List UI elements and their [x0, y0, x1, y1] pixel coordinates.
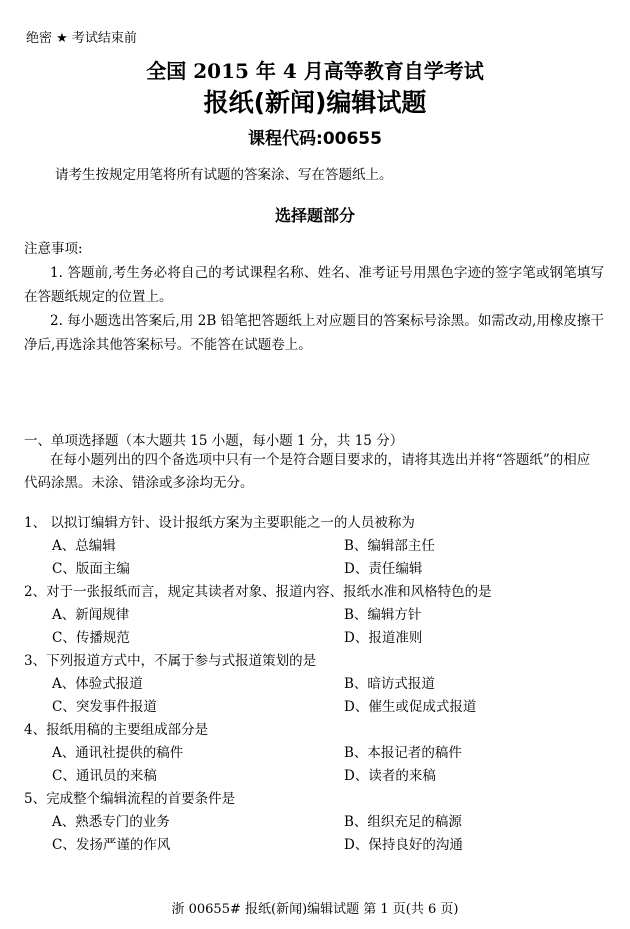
note-item: 1. 答题前,考生务必将自己的考试课程名称、姓名、准考证号用黑色字迹的签字笔或钢笔填写在答题纸规定的位置上。: [24, 265, 604, 305]
option-a: A、总编辑: [52, 538, 116, 554]
option-d: D、保持良好的沟通: [344, 837, 463, 853]
notes-heading: 注意事项:: [24, 241, 83, 257]
option-b: B、编辑部主任: [344, 538, 435, 554]
question-stem: 4、报纸用稿的主要组成部分是: [24, 722, 209, 738]
question-stem: 5、完成整个编辑流程的首要条件是: [24, 791, 236, 807]
section-title: 选择题部分: [274, 206, 355, 225]
option-c: C、发扬严谨的作风: [52, 837, 171, 853]
option-c: C、突发事件报道: [52, 699, 157, 715]
note-item: 2. 每小题选出答案后,用 2B 铅笔把答题纸上对应题目的答案标号涂黑。如需改动,用橡皮擦干净后,再选涂其他答案标号。不能答在试题卷上。: [24, 313, 604, 353]
question-options: [24, 811, 604, 857]
question-stem: 2、对于一张报纸而言，规定其读者对象、报道内容、报纸水准和风格特色的是: [24, 584, 492, 600]
question-options: [24, 604, 604, 650]
paper-title: 报纸(新闻)编辑试题: [203, 88, 427, 117]
question-options: [24, 673, 604, 719]
question-stem: 1、 以拟订编辑方针、设计报纸方案为主要职能之一的人员被称为: [24, 515, 415, 531]
page-footer: 浙 00655# 报纸(新闻)编辑试题 第 1 页(共 6 页): [171, 902, 459, 917]
question-options: [24, 535, 604, 581]
option-d: D、读者的来稿: [344, 768, 436, 784]
question-list: [24, 512, 604, 857]
option-d: D、催生或促成式报道: [344, 699, 477, 715]
instruction-text: 请考生按规定用笔将所有试题的答案涂、写在答题纸上。: [55, 167, 393, 183]
option-b: B、组织充足的稿源: [344, 814, 462, 830]
option-b: B、暗访式报道: [344, 676, 435, 692]
notes-block: [24, 237, 604, 357]
option-a: A、通讯社提供的稿件: [52, 745, 184, 761]
option-a: A、体验式报道: [52, 676, 143, 692]
option-a: A、新闻规律: [52, 607, 130, 623]
course-code: 课程代码:00655: [248, 129, 382, 149]
option-c: C、通讯员的来稿: [52, 768, 157, 784]
option-b: B、本报记者的稿件: [344, 745, 462, 761]
part-description: 在每小题列出的四个备选项中只有一个是符合题目要求的，请将其选出并将“答题纸”的相应代码涂黑。未涂、错涂或多涂均无分。: [24, 452, 591, 491]
option-c: C、传播规范: [52, 630, 130, 646]
exam-title: 全国 2015 年 4 月高等教育自学考试: [146, 59, 484, 83]
option-b: B、编辑方针: [344, 607, 422, 623]
part-heading: 一、单项选择题（本大题共 15 小题，每小题 1 分，共 15 分）: [24, 433, 404, 449]
option-d: D、责任编辑: [344, 561, 423, 577]
question-options: [24, 742, 604, 788]
option-c: C、版面主编: [52, 561, 130, 577]
option-a: A、熟悉专门的业务: [52, 814, 170, 830]
confidential-mark: 绝密 ★ 考试结束前: [26, 31, 137, 46]
question-stem: 3、下列报道方式中，不属于参与式报道策划的是: [24, 653, 317, 669]
option-d: D、报道准则: [344, 630, 423, 646]
